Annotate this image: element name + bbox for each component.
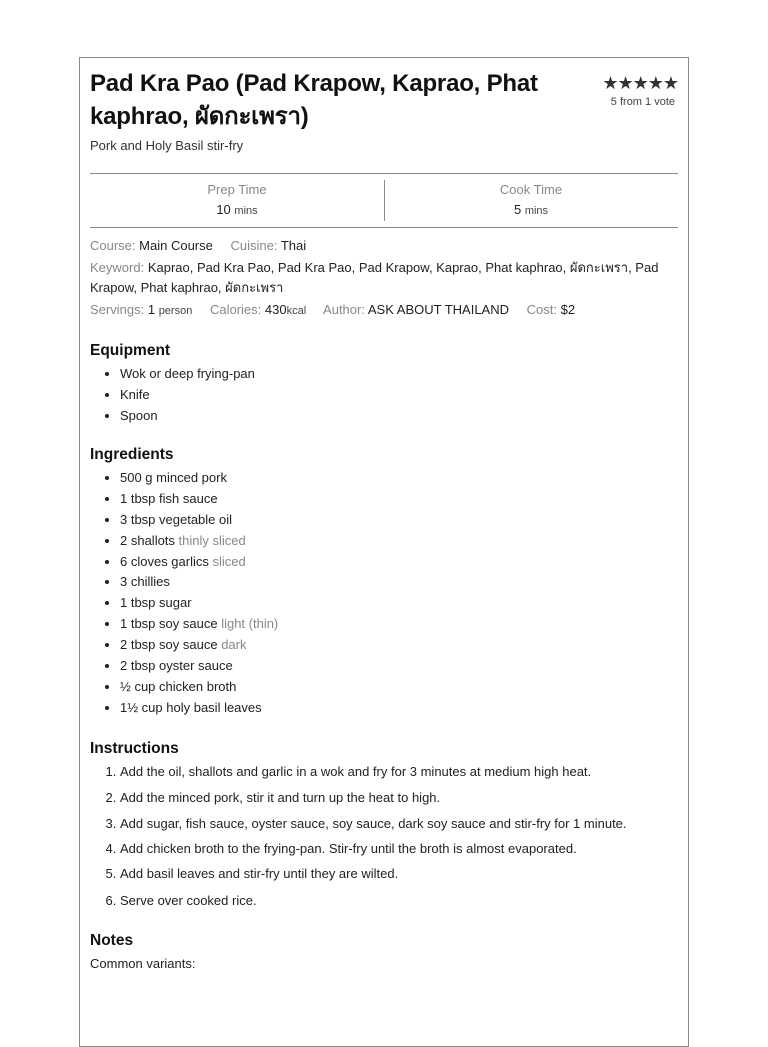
instruction-step: 1. Add the oil, shallots and garlic in a wok and fry for 3 minutes at medium high heat. (120, 762, 678, 788)
ingredient-note: dark (221, 637, 247, 653)
author-value: ASK ABOUT THAILAND (367, 302, 509, 317)
ingredient-item: • 1 tbsp soy sauce light (thin) (120, 614, 678, 635)
keyword-value: Kaprao, Pad Kra Pao, Pad Kra Pao, Pad Krapow, Kaprao, Phat kaphrao, ผัดกะเพรา, Pad Krapow, Phat kaphrao, ผัดกะเพรา (90, 260, 659, 295)
cook-time-value (384, 202, 678, 217)
ingredient-item: • 1 tbsp sugar (120, 593, 678, 614)
equipment-item: • Spoon (120, 406, 678, 427)
ingredient-note: light (thin) (221, 616, 279, 632)
instruction-step: 6. Serve over cooked rice. (120, 891, 678, 917)
prep-time-value (90, 202, 384, 217)
servings-value[interactable]: 1 (147, 302, 156, 317)
recipe-rating[interactable] (568, 73, 678, 108)
cuisine-value: Thai (280, 238, 307, 253)
servings-label: Servings: (90, 302, 145, 317)
ingredient-item: • ½ cup chicken broth (120, 677, 678, 698)
recipe-title: Pad Kra Pao (Pad Krapow, Kaprao, Phat kaphrao, ผัดกะเพรา) (90, 70, 538, 130)
ingredients-list (90, 468, 678, 719)
ingredient-item: • 1½ cup holy basil leaves (120, 698, 678, 719)
ingredient-item: • 2 tbsp oyster sauce (120, 656, 678, 677)
prep-time-label: Prep Time (207, 182, 267, 197)
instruction-step: 5. Add basil leaves and stir-fry until they are wilted. (120, 864, 678, 891)
instruction-step: 3. Add sugar, fish sauce, oyster sauce, soy sauce, dark soy sauce and stir-fry for 1 minute. (120, 814, 678, 839)
cost-label: Cost: (526, 302, 557, 317)
calories-unit: kcal (286, 305, 307, 317)
recipe-card (79, 57, 689, 1047)
recipe-meta-details (90, 300, 678, 321)
equipment-heading: Equipment (90, 342, 171, 359)
calories-label: Calories: (209, 302, 262, 317)
equipment-item: • Wok or deep frying-pan (120, 364, 678, 385)
instruction-step: 4. Add chicken broth to the frying-pan. Stir-fry until the broth is almost evaporated. (120, 839, 678, 864)
prep-time-unit: mins (234, 205, 258, 217)
servings-unit: person (158, 305, 193, 317)
calories-value: 430 (264, 302, 287, 317)
ingredient-item: • 1 tbsp fish sauce (120, 489, 678, 510)
author-label: Author: (323, 302, 365, 317)
cook-time-number: 5 (513, 202, 522, 217)
prep-time-number: 10 (216, 202, 231, 217)
star-rating-icon[interactable]: ★★★★★ (602, 73, 678, 93)
instruction-step: 2. Add the minced pork, stir it and turn up the heat to high. (120, 788, 678, 814)
course-label: Course: (90, 238, 136, 253)
cook-time (384, 174, 678, 217)
keyword-label: Keyword: (90, 260, 145, 275)
cook-time-unit: mins (524, 205, 549, 217)
equipment-list (90, 364, 678, 427)
ingredient-note: sliced (212, 553, 246, 569)
recipe-summary: Pork and Holy Basil stir-fry (90, 138, 244, 153)
ingredient-note: thinly sliced (178, 532, 246, 548)
instructions-heading: Instructions (90, 740, 179, 757)
ingredient-item: • 500 g minced pork (120, 468, 678, 489)
rating-count-text: 5 from 1 vote (610, 96, 675, 108)
recipe-meta-course-cuisine (90, 236, 678, 256)
instructions-list (90, 762, 678, 917)
recipe-meta-keywords (90, 258, 678, 298)
ingredient-item: • 6 cloves garlics sliced (120, 552, 678, 573)
cost-value: $2 (560, 302, 576, 317)
cook-time-label: Cook Time (499, 182, 563, 197)
notes-heading: Notes (90, 932, 134, 949)
ingredient-item: • 3 chillies (120, 572, 678, 593)
ingredient-item: • 3 tbsp vegetable oil (120, 510, 678, 531)
recipe-times (90, 173, 678, 228)
ingredient-item: • 2 tbsp soy sauce dark (120, 635, 678, 656)
cuisine-label: Cuisine: (230, 238, 278, 253)
notes-text: Common variants: (90, 956, 196, 971)
ingredients-heading: Ingredients (90, 446, 174, 463)
equipment-item: • Knife (120, 385, 678, 406)
ingredient-item: • 2 shallots thinly sliced (120, 531, 678, 552)
course-value: Main Course (139, 238, 213, 253)
prep-time (90, 174, 384, 217)
